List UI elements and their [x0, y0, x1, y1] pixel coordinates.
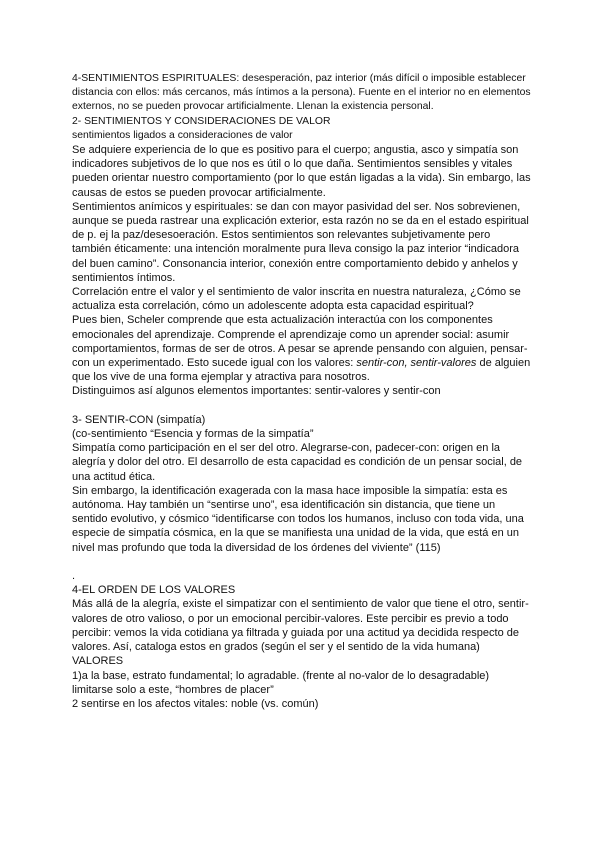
paragraph-4-emphasis: sentir-con, sentir-valores	[356, 357, 477, 370]
values-label: VALORES	[72, 655, 124, 668]
section-3-paragraph-1: Simpatía como participación en el ser del otro. Alegrarse-con, padecer-con: origen en la alegría y dolor del otro. El desarrollo de esta capacidad es condición de un pensar social, de una actitud ética.	[72, 442, 523, 483]
section-2-paragraph-4	[72, 313, 532, 384]
section-3-subtitle: (co-sentimiento “Esencia y formas de la simpatía”	[72, 428, 314, 441]
document-page	[72, 72, 532, 711]
section-4-paragraph-1: Más allá de la alegría, existe el simpatizar con el sentimiento de valor que tiene el otro, sentir-valores de otro valioso, o por un emocional percibir-valores. Este percibir es previo a todo percibir: vemos la vida cotidiana ya filtrada y guiada por una actitud ya decidida respecto de valores. Así, cataloga estos en grados (según el ser y el sentido de la vida humana)	[72, 598, 529, 654]
value-item-2: 2 sentirse en los afectos vitales: noble (vs. común)	[72, 697, 319, 710]
separator-dot: .	[72, 570, 76, 583]
section-2-paragraph-5: Distinguimos así algunos elementos importantes: sentir-valores y sentir-con	[72, 385, 441, 398]
section-2-paragraph-1: Se adquiere experiencia de lo que es positivo para el cuerpo; angustia, asco y simpatía son indicadores subjetivos de lo que nos es útil o lo que daña. Sentimientos sensibles y vitales pueden orientar nuestro comportamiento (por lo que están ligadas a la vida). Sin embargo, las causas de estos se pueden provocar artificialmente.	[72, 144, 531, 199]
section-3-paragraph-2: Sin embargo, la identificación exagerada con la masa hace imposible la simpatía: esta es autónoma. Hay también un “sentirse uno”, esa identificación sin distancia, que tiene un sentido evolutivo, y cósmico “identificarse con todos los humanos, incluso con toda vida, una especie de simpatía cósmica, en la que se manifiesta una unidad de la vida, que está en un nivel mas profundo que toda la diversidad de los órdenes del viviente” (115)	[72, 484, 524, 554]
section-2-title: 2- SENTIMIENTOS Y CONSIDERACIONES DE VALOR	[72, 115, 331, 127]
section-spiritual-feelings: 4-SENTIMIENTOS ESPIRITUALES: desesperación, paz interior (más difícil o imposible establecer distancia con ellos: más cercanos, más íntimos a la persona). Fuente en el interior no en elementos externos, no se pueden provocar artificialmente. Llenan la existencia personal.	[72, 73, 531, 113]
section-4-title: 4-EL ORDEN DE LOS VALORES	[72, 584, 236, 597]
paragraph-4-text-b: de alguien que los vive de una forma ejemplar y atractiva para nosotros.	[72, 357, 531, 384]
section-2-subtitle: sentimientos ligados a consideraciones de valor	[72, 129, 293, 141]
section-2-paragraph-3: Correlación entre el valor y el sentimiento de valor inscrita en nuestra naturaleza, ¿Cómo se actualiza esta correlación, cómo un adolescente adopta esta capacidad espiritual?	[72, 286, 521, 313]
section-2-paragraph-2: Sentimientos anímicos y espirituales: se dan con mayor pasividad del ser. Nos sobrevienen, aunque se pueda rastrear una explicación exterior, esta razón no se da en el estado espiritual de p. ej la paz/desesoeración. Estos sentimientos son relevantes subjetivamente pero también éticamente: una intención moralmente pura lleva consigo la paz interior “indicadora del buen camino”. Consonancia interior, conexión entre comportamiento debido y anhelos y sentimientos íntimos.	[72, 200, 529, 284]
section-3-title: 3- SENTIR-CON (simpatía)	[72, 413, 206, 426]
paragraph-4-text-a: Pues bien, Scheler comprende que esta actualización interactúa con los componentes emocionales del aprendizaje. Comprende el aprendizaje como un aprender social: asumir comportamientos, formas de ser de otros. A pesar se aprende pensando con alguien, pensar-con un experimentado. Esto sucede igual con los valores:	[72, 314, 528, 370]
value-item-1: 1)a la base, estrato fundamental; lo agradable. (frente al no-valor de lo desagradable) limitarse solo a este, “hombres de placer”	[72, 669, 490, 696]
